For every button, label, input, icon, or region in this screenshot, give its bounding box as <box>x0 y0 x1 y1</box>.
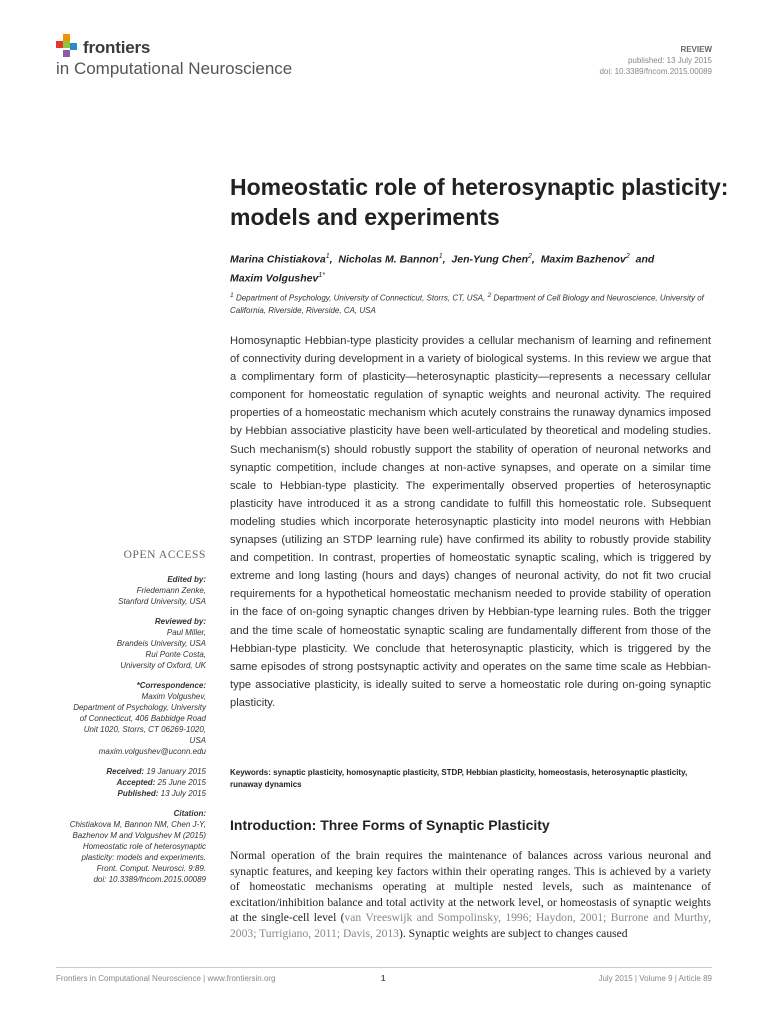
affiliation-text: Department of Psychology, University of Connecticut, Storrs, CT, USA, <box>235 293 486 303</box>
reviewed-by-label: Reviewed by: <box>154 617 206 626</box>
article-type: REVIEW <box>680 45 712 54</box>
affiliation-text: Department of Cell Biology and Neuroscience, University of California, Riverside, Riverside, CA, USA <box>230 293 704 315</box>
accepted-value: 25 June 2015 <box>157 778 206 787</box>
published-date: published: 13 July 2015 <box>627 56 712 65</box>
received-value: 19 January 2015 <box>146 767 206 776</box>
correspondence-email[interactable]: maxim.volgushev@uconn.edu <box>98 747 206 756</box>
author-affiliation-mark: 1* <box>318 271 325 279</box>
citation-links[interactable]: van Vreeswijk and Sompolinsky, 1996; Haydon, 2001; Burrone and Murthy, 2003; Turrigiano, 2011; Davis, 2013 <box>230 911 711 940</box>
footer-issue-info: July 2015 | Volume 9 | Article 89 <box>598 974 712 983</box>
frontiers-logo-icon <box>56 34 80 60</box>
author-affiliation-mark: 1 <box>438 253 443 260</box>
section-heading: Introduction: Three Forms of Synaptic Plasticity <box>230 817 550 833</box>
editor-line: Stanford University, USA <box>118 597 206 606</box>
citation-doi[interactable]: doi: 10.3389/fncom.2015.00089 <box>93 875 206 884</box>
author-affiliation-mark: 2 <box>528 253 532 260</box>
edited-by-block <box>46 574 206 607</box>
accepted-date <box>46 777 206 788</box>
doi[interactable]: doi: 10.3389/fncom.2015.00089 <box>599 67 712 76</box>
body-text: ). Synaptic weights are subject to changes caused <box>398 926 628 940</box>
reviewed-by-block <box>46 616 206 671</box>
editor-line: Friedemann Zenke, <box>136 586 206 595</box>
author-name[interactable]: Jen-Yung Chen <box>451 253 529 266</box>
logo-square-red <box>56 41 63 48</box>
footer-journal-link[interactable]: Frontiers in Computational Neuroscience | www.frontiersin.org <box>56 974 276 983</box>
published-label: Published: <box>117 789 159 798</box>
correspondence-line: Department of Psychology, University <box>73 703 206 712</box>
body-paragraph <box>230 848 711 941</box>
author-name[interactable]: Marina Chistiakova <box>230 253 326 266</box>
open-access-label: OPEN ACCESS <box>123 549 206 561</box>
edited-by-label: Edited by: <box>167 575 206 584</box>
correspondence-line: USA <box>189 736 206 745</box>
citation-line: Chistiakova M, Bannon NM, Chen J-Y, <box>69 820 206 829</box>
citation-block <box>46 808 206 885</box>
published-sidebar-date <box>46 788 206 799</box>
brand-name: frontiers <box>83 38 151 57</box>
reviewer-line: Rui Ponte Costa, <box>145 650 206 659</box>
correspondence-block <box>46 680 206 757</box>
article-meta <box>599 44 712 77</box>
received-date <box>46 766 206 777</box>
page-number: 1 <box>381 974 386 983</box>
accepted-label: Accepted: <box>116 778 156 787</box>
correspondence-line: Maxim Volgushev, <box>141 692 206 701</box>
logo-square-purple <box>63 50 70 57</box>
citation-line: Front. Comput. Neurosci. 9:89. <box>96 864 206 873</box>
footer-divider <box>56 967 712 968</box>
author-name[interactable]: Maxim Volgushev <box>230 272 319 284</box>
published-value: 13 July 2015 <box>160 789 206 798</box>
logo-square-orange <box>63 34 70 41</box>
logo-square-green <box>63 41 70 48</box>
logo-square-blue <box>70 43 77 50</box>
affiliation-mark: 1 <box>230 292 234 299</box>
citation-line: plasticity: models and experiments. <box>81 853 206 862</box>
affiliation-mark: 2 <box>487 292 492 299</box>
author-list: Marina Chistiakova$^1$, Nicholas M. Bannon$^1$, Jen-Yung Chen$^2$, Maxim Bazhenov$^2$ and Maxim Volgushev$^{1*}$ <box>230 253 655 284</box>
received-label: Received: <box>106 767 145 776</box>
citation-label: Citation: <box>173 809 206 818</box>
dates-block <box>46 766 206 799</box>
author-name[interactable]: Maxim Bazhenov <box>540 253 626 266</box>
journal-name: in Computational Neuroscience <box>56 59 293 78</box>
article-sidebar <box>46 548 206 894</box>
reviewer-line: Brandeis University, USA <box>116 639 206 648</box>
article-title: Homeostatic role of heterosynaptic plasticity: models and experiments <box>230 174 729 230</box>
author-affiliation-mark: 1 <box>325 253 330 260</box>
citation-line: Bazhenov M and Volgushev M (2015) <box>72 831 206 840</box>
reviewer-line: University of Oxford, UK <box>120 661 206 670</box>
correspondence-line: of Connecticut, 406 Babbidge Road <box>79 714 206 723</box>
body-text: Normal operation of the brain requires the maintenance of balances across various neuronal and synaptic features, and keeping key factors within their operating ranges. This is achieved by a variety of homeostatic mechanisms operating at multiple nested levels, such as maintenance of excitation/inhibition balance and total activity at the network level, or homeostasis of synaptic weights at the single-cell level ( <box>230 849 711 924</box>
reviewer-line: Paul Miller, <box>166 628 206 637</box>
keywords: Keywords: synaptic plasticity, homosynaptic plasticity, STDP, Hebbian plasticity, homeostasis, heterosynaptic plasticity, runaway dynamics <box>230 768 688 789</box>
abstract: Homosynaptic Hebbian-type plasticity provides a cellular mechanism of learning and refinement of connectivity during development in a variety of biological systems. In this review we argue that a complimentary form of plasticity—heterosynaptic plasticity—represents a necessary cellular component for homeostatic regulation of synaptic weights and neuronal activity. The required properties of a homeostatic mechanism which acutely constrains the runaway dynamics imposed by Hebbian associative plasticity have been well-articulated by theoretical and modeling studies. Such mechanism(s) should robustly support the stability of operation of neuronal networks and synaptic competition, include changes at non-active synapses, and operate on a similar time scale to Hebbian-type plasticity. The experimentally observed properties of heterosynaptic plasticity have introduced it as a strong candidate to fulfill this homeostatic role. Subsequent modeling studies which incorporate heterosynaptic plasticity into model neurons with Hebbian synapses (utilizing an STDP learning rule) have confirmed its ability to robustly provide stability and competition. In contrast, properties of homeostatic synaptic scaling, which is triggered by extreme and long lasting (hours and days) changes of neuronal activity, do not fit two crucial requirements for a hypothetical homeostatic mechanism needed to provide stability of operation in the face of on-going synaptic changes driven by Hebbian-type learning rules. Both the trigger and the time scale of homeostatic synaptic scaling are fundamentally different from those of the Hebbian-type plasticity. We conclude that heterosynaptic plasticity, which is triggered by the same episodes of strong postsynaptic activity and operates on the same time scale as Hebbian-type associative plasticity, is ideally suited to serve a homeostatic role during on-going synaptic plasticity. <box>230 335 711 709</box>
author-name[interactable]: Nicholas M. Bannon <box>338 253 439 266</box>
citation-line: Homeostatic role of heterosynaptic <box>82 842 206 851</box>
author-conjunction: and <box>635 253 655 266</box>
author-affiliation-mark: 2 <box>625 253 630 260</box>
correspondence-line: Unit 1020, Storrs, CT 06269-1020, <box>83 725 206 734</box>
correspondence-label: *Correspondence: <box>136 681 206 690</box>
affiliations <box>230 290 710 317</box>
